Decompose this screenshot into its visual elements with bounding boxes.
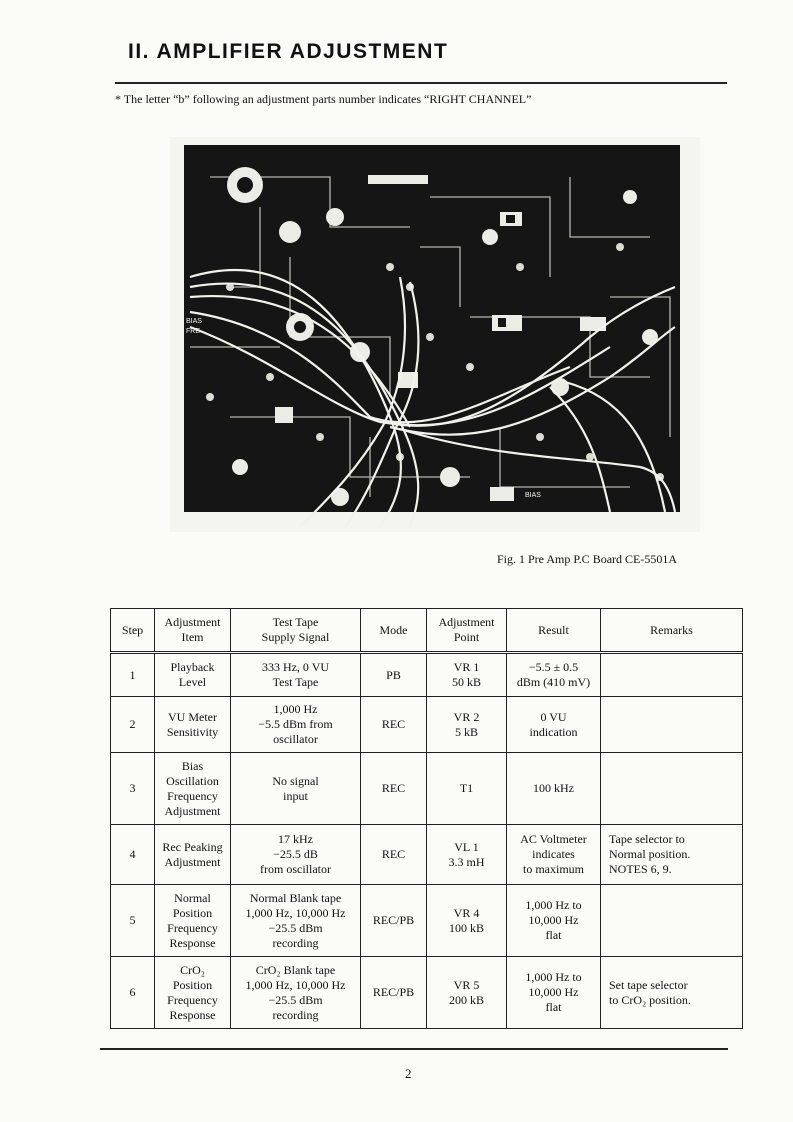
- header-result: Result: [507, 609, 601, 653]
- cell-signal: Normal Blank tape 1,000 Hz, 10,000 Hz −25.5 dBm recording: [231, 885, 361, 957]
- cell-result: AC Voltmeter indicates to maximum: [507, 825, 601, 885]
- footer-rule: [100, 1048, 728, 1050]
- cell-step: 2: [111, 697, 155, 753]
- cell-step: 4: [111, 825, 155, 885]
- cell-mode: PB: [361, 653, 427, 697]
- header-signal: Test Tape Supply Signal: [231, 609, 361, 653]
- table-row: [111, 885, 743, 957]
- cell-mode: REC: [361, 825, 427, 885]
- board-label-fre: FRE: [186, 328, 200, 335]
- cell-remarks: [601, 753, 743, 825]
- board-label-bias: BIAS: [186, 318, 202, 325]
- cell-result: 1,000 Hz to 10,000 Hz flat: [507, 885, 601, 957]
- cell-step: 5: [111, 885, 155, 957]
- header-mode: Mode: [361, 609, 427, 653]
- page-number: 2: [405, 1066, 412, 1081]
- section-title: II. AMPLIFIER ADJUSTMENT: [128, 40, 449, 63]
- cell-point: VR 2 5 kB: [427, 697, 507, 753]
- cell-result: 1,000 Hz to 10,000 Hz flat: [507, 957, 601, 1029]
- cell-item: Bias Oscillation Frequency Adjustment: [155, 753, 231, 825]
- table-row: [111, 697, 743, 753]
- cell-signal: 17 kHz −25.5 dB from oscillator: [231, 825, 361, 885]
- table-row: [111, 957, 743, 1029]
- cell-mode: REC/PB: [361, 885, 427, 957]
- cell-item: Playback Level: [155, 653, 231, 697]
- cell-point: VR 4 100 kB: [427, 885, 507, 957]
- cell-remarks: Tape selector to Normal position. NOTES 6, 9.: [601, 825, 743, 885]
- cell-item: CrO₂ Position Frequency Response: [155, 957, 231, 1029]
- table-row: [111, 753, 743, 825]
- figure-caption: Fig. 1 Pre Amp P.C Board CE-5501A: [497, 552, 678, 566]
- cell-point: VL 1 3.3 mH: [427, 825, 507, 885]
- cell-point: VR 1 50 kB: [427, 653, 507, 697]
- cell-item: VU Meter Sensitivity: [155, 697, 231, 753]
- cell-remarks: [601, 697, 743, 753]
- channel-note: * The letter “b” following an adjustment parts number indicates “RIGHT CHANNEL”: [115, 92, 532, 106]
- title-rule: [115, 82, 727, 84]
- header-remarks: Remarks: [601, 609, 743, 653]
- adjustment-table: [110, 608, 743, 1029]
- cell-point: T1: [427, 753, 507, 825]
- cell-result: −5.5 ± 0.5 dBm (410 mV): [507, 653, 601, 697]
- header-step: Step: [111, 609, 155, 653]
- header-point: Adjustment Point: [427, 609, 507, 653]
- cell-step: 3: [111, 753, 155, 825]
- cell-signal: No signal input: [231, 753, 361, 825]
- header-item: Adjustment Item: [155, 609, 231, 653]
- cell-signal: CrO₂ Blank tape 1,000 Hz, 10,000 Hz −25.5 dBm recording: [231, 957, 361, 1029]
- cell-item: Normal Position Frequency Response: [155, 885, 231, 957]
- cell-step: 6: [111, 957, 155, 1029]
- cell-result: 100 kHz: [507, 753, 601, 825]
- cell-mode: REC: [361, 753, 427, 825]
- cell-mode: REC: [361, 697, 427, 753]
- cell-item: Rec Peaking Adjustment: [155, 825, 231, 885]
- table-row: [111, 653, 743, 697]
- cell-signal: 333 Hz, 0 VU Test Tape: [231, 653, 361, 697]
- cell-point: VR 5 200 kB: [427, 957, 507, 1029]
- cell-remarks: [601, 885, 743, 957]
- cell-signal: 1,000 Hz −5.5 dBm from oscillator: [231, 697, 361, 753]
- cell-step: 1: [111, 653, 155, 697]
- cell-mode: REC/PB: [361, 957, 427, 1029]
- board-label-bias-2: BIAS: [525, 492, 541, 499]
- cell-remarks: [601, 653, 743, 697]
- cell-result: 0 VU indication: [507, 697, 601, 753]
- table-header-row: [111, 609, 743, 653]
- cell-remarks: Set tape selector to CrO₂ position.: [601, 957, 743, 1029]
- table-row: [111, 825, 743, 885]
- pcb-photo: [170, 137, 700, 532]
